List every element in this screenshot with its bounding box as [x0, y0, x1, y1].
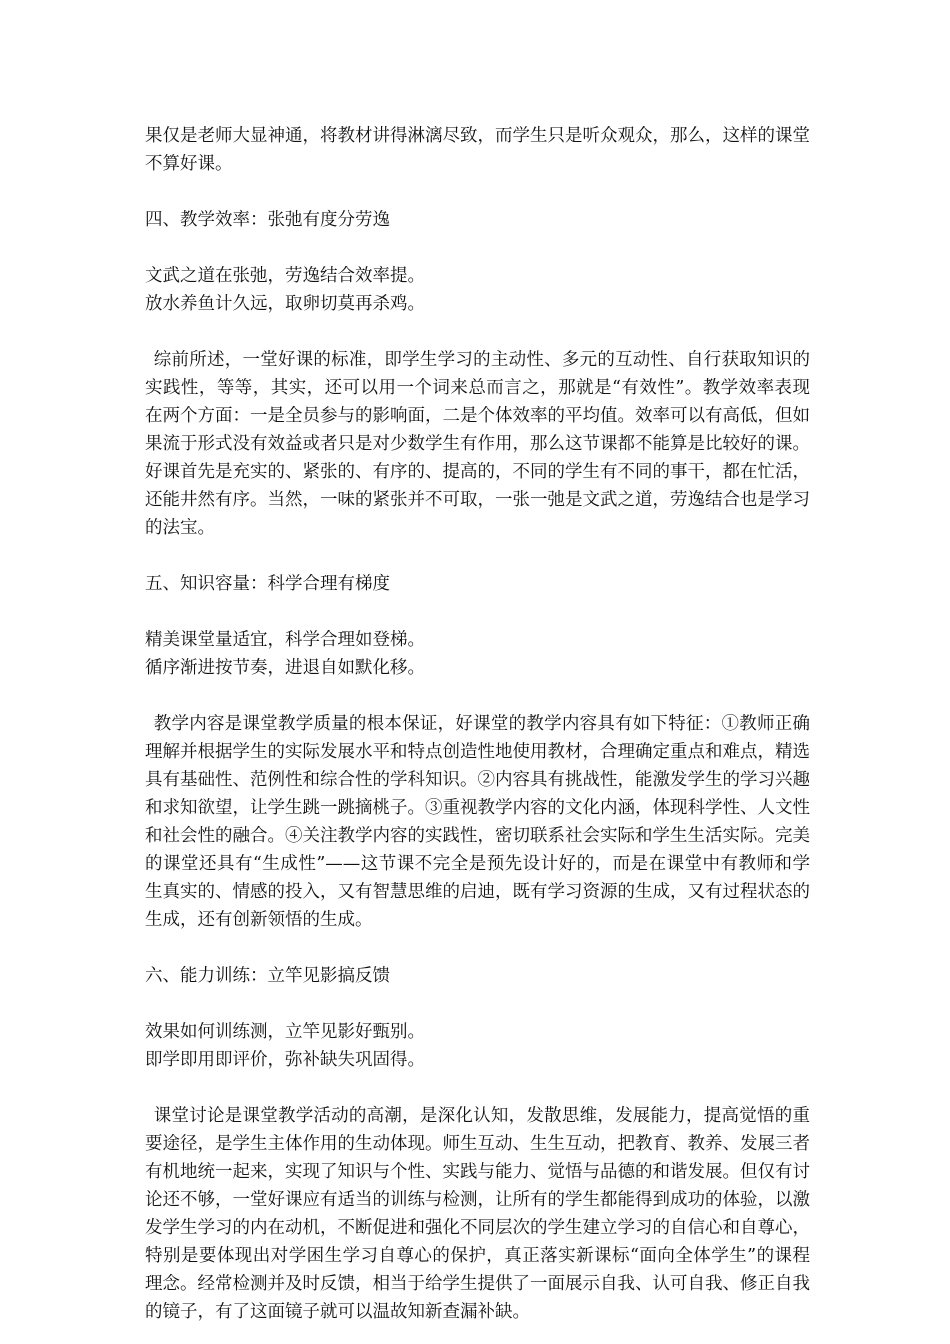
section-4-verse-line-1: 文武之道在张弛，劳逸结合效率提。	[145, 266, 425, 286]
spacer	[145, 318, 810, 346]
spacer	[145, 934, 810, 962]
spacer	[145, 682, 810, 710]
section-4-heading: 四、教学效率：张弛有度分劳逸	[145, 210, 390, 230]
section-5-verse-line-1: 精美课堂量适宜，科学合理如登梯。	[145, 630, 425, 650]
section-5-verse-line-2: 循序渐进按节奏，进退自如默化移。	[145, 658, 425, 678]
section-6-verse-line-2: 即学即用即评价，弥补缺失巩固得。	[145, 1050, 425, 1070]
spacer	[145, 234, 810, 262]
section-6-body: 课堂讨论是课堂教学活动的高潮，是深化认知，发散思维，发展能力，提高觉悟的重要途径，是学生主体作用的生动体现。师生互动、生生互动，把教育、教养、发展三者有机地统一起来，实现了知识与个性、实践与能力、觉悟与品德的和谐发展。但仅有讨论还不够，一堂好课应有适当的训练与检测，让所有的学生都能得到成功的体验，以激发学生学习的内在动机，不断促进和强化不同层次的学生建立学习的自信心和自尊心，特别是要体现出对学困生学习自尊心的保护，真正落实新课标“面向全体学生”的课程理念。经常检测并及时反馈，相当于给学生提供了一面展示自我、认可自我、修正自我的镜子，有了这面镜子就可以温故知新查漏补缺。	[145, 1106, 810, 1322]
spacer	[145, 178, 810, 206]
spacer	[145, 598, 810, 626]
spacer	[145, 1074, 810, 1102]
section-4-body: 综前所述，一堂好课的标准，即学生学习的主动性、多元的互动性、自行获取知识的实践性，等等，其实，还可以用一个词来总而言之，那就是“有效性”。教学效率表现在两个方面：一是全员参与的影响面，二是个体效率的平均值。效率可以有高低，但如果流于形式没有效益或者只是对少数学生有作用，那么这节课都不能算是比较好的课。好课首先是充实的、紧张的、有序的、提高的，不同的学生有不同的事干，都在忙活，还能井然有序。当然，一味的紧张并不可取，一张一弛是文武之道，劳逸结合也是学习的法宝。	[145, 350, 810, 538]
section-4-verse-line-2: 放水养鱼计久远，取卵切莫再杀鸡。	[145, 294, 425, 314]
section-5-heading: 五、知识容量：科学合理有梯度	[145, 574, 390, 594]
section-6-verse-line-1: 效果如何训练测，立竿见影好甄别。	[145, 1022, 425, 1042]
document-page	[145, 122, 810, 1326]
section-6-heading: 六、能力训练：立竿见影搞反馈	[145, 966, 390, 986]
spacer	[145, 990, 810, 1018]
section-5-body: 教学内容是课堂教学质量的根本保证，好课堂的教学内容具有如下特征：①教师正确理解并根据学生的实际发展水平和特点创造性地使用教材，合理确定重点和难点，精选具有基础性、范例性和综合性的学科知识。②内容具有挑战性，能激发学生的学习兴趣和求知欲望，让学生跳一跳摘桃子。③重视教学内容的文化内涵，体现科学性、人文性和社会性的融合。④关注教学内容的实践性，密切联系社会实际和学生生活实际。完美的课堂还具有“生成性”——这节课不完全是预先设计好的，而是在课堂中有教师和学生真实的、情感的投入，又有智慧思维的启迪，既有学习资源的生成，又有过程状态的生成，还有创新领悟的生成。	[145, 714, 810, 930]
spacer	[145, 542, 810, 570]
intro-paragraph-tail: 果仅是老师大显神通，将教材讲得淋漓尽致，而学生只是听众观众，那么，这样的课堂不算好课。	[145, 126, 810, 174]
